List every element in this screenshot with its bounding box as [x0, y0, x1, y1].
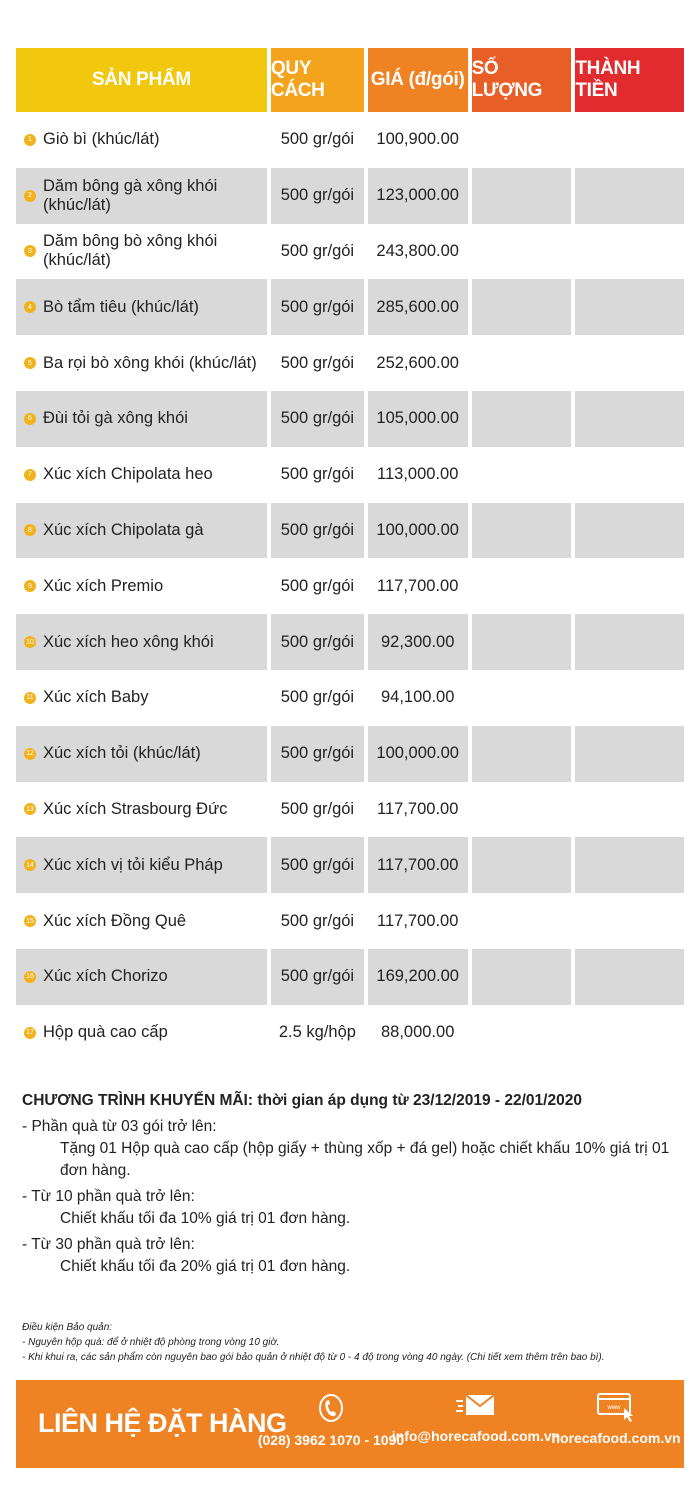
header-product: SẢN PHẨM — [16, 48, 267, 112]
total-cell[interactable] — [575, 279, 684, 335]
number-badge: 1 — [24, 134, 36, 146]
product-name: Xúc xích Đồng Quê — [43, 911, 187, 930]
number-badge: 10 — [24, 636, 36, 648]
storage-note-line: - Nguyên hộp quà: để ở nhiệt độ phòng trong vòng 10 giờ. — [22, 1337, 280, 1348]
quantity-cell[interactable] — [472, 614, 572, 670]
price-cell: 169,200.00 — [368, 949, 468, 1005]
price-cell: 252,600.00 — [368, 335, 468, 391]
table-row — [16, 837, 684, 893]
product-name: Hộp quà cao cấp — [43, 1023, 168, 1042]
total-cell[interactable] — [575, 670, 684, 726]
product-name: Xúc xích heo xông khói — [43, 632, 214, 651]
price-cell: 117,700.00 — [368, 558, 468, 614]
product-cell — [16, 447, 267, 503]
promotion-list — [22, 1116, 682, 1278]
number-badge: 16 — [24, 971, 36, 983]
price-cell: 117,700.00 — [368, 782, 468, 838]
table-row — [16, 614, 684, 670]
product-name: Xúc xích Strasbourg Đức — [43, 799, 228, 818]
product-name: Xúc xích Chorizo — [43, 967, 168, 986]
price-cell: 243,800.00 — [368, 224, 468, 280]
spec-cell: 500 gr/gói — [271, 558, 364, 614]
header-spec: QUY CÁCH — [271, 48, 364, 112]
total-cell[interactable] — [575, 949, 684, 1005]
promotion-condition: - Phần quà từ 03 gói trở lên: — [22, 1118, 217, 1135]
product-name: Ba rọi bò xông khói (khúc/lát) — [43, 353, 257, 372]
price-cell: 94,100.00 — [368, 670, 468, 726]
total-cell[interactable] — [575, 112, 684, 168]
svg-text:www: www — [607, 1405, 621, 1411]
price-cell: 100,000.00 — [368, 726, 468, 782]
total-cell[interactable] — [575, 614, 684, 670]
product-name: Giò bì (khúc/lát) — [43, 130, 160, 149]
price-cell: 113,000.00 — [368, 447, 468, 503]
spec-cell: 500 gr/gói — [271, 726, 364, 782]
number-badge: 17 — [24, 1027, 36, 1039]
header-total: THÀNH TIỀN — [575, 48, 684, 112]
table-row — [16, 224, 684, 280]
promotion-item — [22, 1234, 682, 1278]
table-row — [16, 670, 684, 726]
spec-cell: 500 gr/gói — [271, 893, 364, 949]
price-cell: 117,700.00 — [368, 893, 468, 949]
product-name: Xúc xích vị tỏi kiểu Pháp — [43, 855, 223, 874]
table-row — [16, 447, 684, 503]
product-name: Đùi tỏi gà xông khói — [43, 409, 188, 428]
product-cell — [16, 112, 267, 168]
total-cell[interactable] — [575, 1005, 684, 1061]
quantity-cell[interactable] — [472, 1005, 572, 1061]
promotion-condition: - Từ 10 phần quà trở lên: — [22, 1188, 195, 1205]
spec-cell: 500 gr/gói — [271, 614, 364, 670]
number-badge: 2 — [24, 190, 36, 202]
quantity-cell[interactable] — [472, 112, 572, 168]
number-badge: 15 — [24, 915, 36, 927]
table-row — [16, 726, 684, 782]
storage-notes — [22, 1320, 682, 1365]
table-body — [16, 112, 684, 1061]
product-cell — [16, 949, 267, 1005]
quantity-cell[interactable] — [472, 503, 572, 559]
product-cell — [16, 503, 267, 559]
total-cell[interactable] — [575, 335, 684, 391]
product-cell — [16, 391, 267, 447]
website-url: horecafood.com.vn — [551, 1430, 681, 1446]
product-cell — [16, 782, 267, 838]
storage-note-line: - Khi khui ra, các sản phẩm còn nguyên bao gói bảo quản ở nhiệt độ từ 0 - 4 độ trong vòng 40 ngày. (Chi tiết xem thêm trên bao bì). — [22, 1352, 605, 1363]
number-badge: 11 — [24, 692, 36, 704]
total-cell[interactable] — [575, 168, 684, 224]
quantity-cell[interactable] — [472, 335, 572, 391]
quantity-cell[interactable] — [472, 893, 572, 949]
table-row — [16, 782, 684, 838]
spec-cell: 500 gr/gói — [271, 503, 364, 559]
quantity-cell[interactable] — [472, 447, 572, 503]
price-cell: 100,900.00 — [368, 112, 468, 168]
number-badge: 13 — [24, 803, 36, 815]
product-cell — [16, 837, 267, 893]
phone-icon — [317, 1392, 345, 1424]
promotion-description: Chiết khấu tối đa 20% giá trị 01 đơn hàng. — [60, 1258, 351, 1275]
quantity-cell[interactable] — [472, 726, 572, 782]
table-row — [16, 893, 684, 949]
number-badge: 6 — [24, 413, 36, 425]
product-cell — [16, 614, 267, 670]
number-badge: 12 — [24, 748, 36, 760]
table-row — [16, 949, 684, 1005]
total-cell[interactable] — [575, 391, 684, 447]
table-row — [16, 335, 684, 391]
total-cell[interactable] — [575, 503, 684, 559]
quantity-cell[interactable] — [472, 670, 572, 726]
number-badge: 7 — [24, 469, 36, 481]
product-cell — [16, 726, 267, 782]
contact-title: LIÊN HỆ ĐẶT HÀNG — [38, 1408, 287, 1438]
product-name: Dăm bông bò xông khói (khúc/lát) — [43, 232, 218, 270]
promotion-description: Chiết khấu tối đa 10% giá trị 01 đơn hàng. — [60, 1210, 351, 1227]
price-cell: 92,300.00 — [368, 614, 468, 670]
contact-email[interactable] — [391, 1392, 561, 1444]
price-cell: 88,000.00 — [368, 1005, 468, 1061]
product-name: Xúc xích Baby — [43, 688, 149, 707]
spec-cell: 500 gr/gói — [271, 837, 364, 893]
spec-cell: 500 gr/gói — [271, 782, 364, 838]
quantity-cell[interactable] — [472, 558, 572, 614]
product-cell — [16, 1005, 267, 1061]
spec-cell: 500 gr/gói — [271, 391, 364, 447]
total-cell[interactable] — [575, 224, 684, 280]
total-cell[interactable] — [575, 782, 684, 838]
price-cell: 100,000.00 — [368, 503, 468, 559]
promotion-section — [22, 1090, 682, 1282]
contact-footer — [16, 1380, 684, 1468]
price-cell: 285,600.00 — [368, 279, 468, 335]
quantity-cell[interactable] — [472, 782, 572, 838]
quantity-cell[interactable] — [472, 949, 572, 1005]
total-cell[interactable] — [575, 837, 684, 893]
header-quantity: SỐ LƯỢNG — [472, 48, 572, 112]
table-row — [16, 279, 684, 335]
number-badge: 4 — [24, 301, 36, 313]
table-header — [16, 48, 684, 112]
contact-phone[interactable] — [246, 1392, 416, 1448]
promotion-description: Tặng 01 Hộp quà cao cấp (hộp giấy + thùng xốp + đá gel) hoặc chiết khấu 10% giá trị 01 đơn hàng. — [60, 1140, 670, 1179]
total-cell[interactable] — [575, 558, 684, 614]
email-address: info@horecafood.com.vn — [391, 1428, 561, 1444]
product-name: Xúc xích Premio — [43, 576, 164, 595]
table-row — [16, 558, 684, 614]
product-name: Bò tẩm tiêu (khúc/lát) — [43, 297, 199, 316]
price-cell: 123,000.00 — [368, 168, 468, 224]
table-row — [16, 168, 684, 224]
spec-cell: 500 gr/gói — [271, 949, 364, 1005]
spec-cell: 500 gr/gói — [271, 279, 364, 335]
product-cell — [16, 335, 267, 391]
table-row — [16, 112, 684, 168]
spec-cell: 500 gr/gói — [271, 224, 364, 280]
product-name: Xúc xích tỏi (khúc/lát) — [43, 744, 201, 763]
price-cell: 117,700.00 — [368, 837, 468, 893]
table-row — [16, 1005, 684, 1061]
spec-cell: 500 gr/gói — [271, 670, 364, 726]
promotion-item — [22, 1186, 682, 1230]
number-badge: 5 — [24, 357, 36, 369]
product-name: Dăm bông gà xông khói (khúc/lát) — [43, 176, 218, 214]
product-name: Xúc xích Chipolata gà — [43, 520, 204, 539]
total-cell[interactable] — [575, 893, 684, 949]
price-table — [16, 48, 684, 1061]
web-icon — [594, 1392, 638, 1422]
table-row — [16, 391, 684, 447]
promotion-item — [22, 1116, 682, 1182]
number-badge: 14 — [24, 859, 36, 871]
quantity-cell[interactable] — [472, 391, 572, 447]
spec-cell: 500 gr/gói — [271, 447, 364, 503]
spec-cell: 500 gr/gói — [271, 335, 364, 391]
header-price: GIÁ (đ/gói) — [368, 48, 468, 112]
product-cell — [16, 558, 267, 614]
product-name: Xúc xích Chipolata heo — [43, 465, 213, 484]
product-cell — [16, 670, 267, 726]
number-badge: 8 — [24, 524, 36, 536]
phone-number: (028) 3962 1070 - 1090 — [257, 1432, 405, 1448]
product-cell — [16, 279, 267, 335]
quantity-cell[interactable] — [472, 168, 572, 224]
storage-notes-list — [22, 1335, 682, 1365]
total-cell[interactable] — [575, 447, 684, 503]
quantity-cell[interactable] — [472, 224, 572, 280]
spec-cell: 500 gr/gói — [271, 168, 364, 224]
promotion-title: CHƯƠNG TRÌNH KHUYẾN MÃI: thời gian áp dụng từ 23/12/2019 - 22/01/2020 — [22, 1092, 582, 1109]
quantity-cell[interactable] — [472, 837, 572, 893]
product-cell — [16, 224, 267, 280]
product-cell — [16, 893, 267, 949]
table-row — [16, 503, 684, 559]
contact-website[interactable] — [546, 1392, 686, 1446]
number-badge: 9 — [24, 580, 36, 592]
email-icon — [456, 1392, 496, 1420]
storage-notes-title: Điều kiện Bảo quản: — [22, 1322, 113, 1333]
quantity-cell[interactable] — [472, 279, 572, 335]
promotion-condition: - Từ 30 phần quà trở lên: — [22, 1236, 195, 1253]
product-cell — [16, 168, 267, 224]
spec-cell: 2.5 kg/hộp — [271, 1005, 364, 1061]
spec-cell: 500 gr/gói — [271, 112, 364, 168]
total-cell[interactable] — [575, 726, 684, 782]
number-badge: 3 — [24, 245, 36, 257]
price-cell: 105,000.00 — [368, 391, 468, 447]
